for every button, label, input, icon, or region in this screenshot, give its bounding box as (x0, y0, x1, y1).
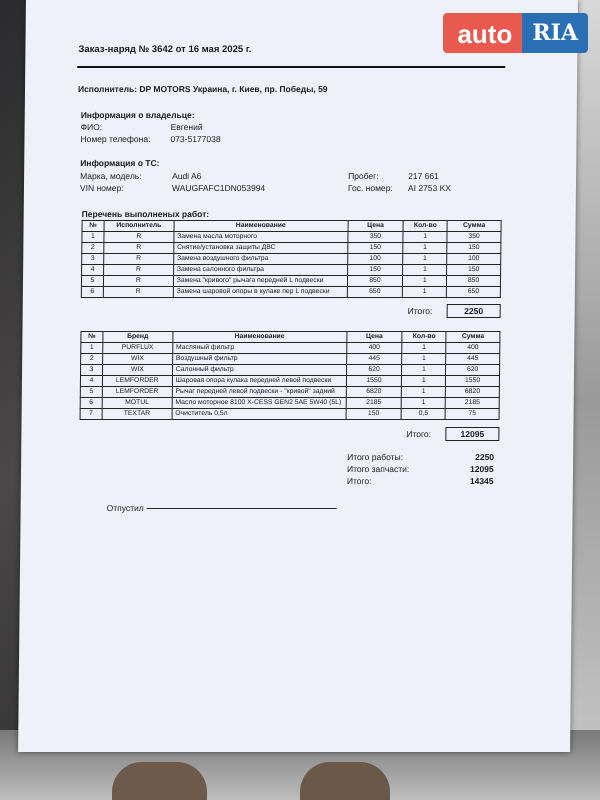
parts-cell: Шаровая опора кулака передней левой подвески (172, 376, 346, 387)
owner-name: Евгений (170, 122, 203, 132)
works-cell: Замена воздушного фильтра (173, 254, 347, 265)
table-row (80, 409, 499, 420)
table-row (81, 354, 500, 365)
vehicle-mileage-label: Пробег: (348, 171, 379, 181)
parts-cell: 75 (445, 409, 499, 420)
parts-cell: 1550 (446, 376, 500, 387)
vehicle-vin: WAUGFAFC1DN053994 (171, 183, 266, 193)
works-cell: Замена салонного фильтра (173, 265, 347, 276)
logo-auto-text: auto (443, 13, 522, 53)
parts-cell: 1 (402, 387, 446, 398)
table-row (80, 376, 499, 387)
parts-cell: 620 (346, 365, 402, 376)
parts-cell: LEMFORDER (102, 387, 172, 398)
works-cell: R (103, 276, 173, 287)
parts-cell: MOTUL (102, 398, 172, 409)
parts-cell: 1 (402, 365, 446, 376)
works-cell: R (103, 287, 173, 298)
vehicle-make: Audi A6 (172, 171, 202, 181)
works-cell: 2 (82, 243, 104, 254)
parts-cell: 4 (80, 376, 102, 387)
works-cell: 1 (82, 232, 104, 243)
works-cell: Снятие/установка защиты ДВС (174, 243, 348, 254)
contractor-line: Исполнитель: DP MOTORS Украина, г. Киев, пр. Победы, 59 (77, 84, 328, 94)
parts-cell: 5 (80, 387, 102, 398)
works-cell: R (103, 265, 173, 276)
parts-header-cell: № (81, 332, 103, 343)
works-cell: 150 (347, 265, 403, 276)
works-cell: 5 (81, 276, 103, 287)
owner-name-label: ФИО: (80, 122, 103, 132)
left-shoe (112, 762, 207, 800)
parts-header-cell: Сумма (446, 332, 500, 343)
parts-cell: TEXTAR (102, 409, 172, 420)
vehicle-plate: AI 2753 KX (407, 183, 452, 193)
works-header-cell: Кол-во (403, 221, 447, 232)
parts-cell: 150 (346, 409, 402, 420)
summary-total-label: Итого: (346, 476, 372, 486)
summary-parts: 12095 (469, 464, 494, 474)
parts-cell: 400 (446, 343, 500, 354)
parts-cell: 3 (81, 365, 103, 376)
logo-ria-word: RIA (532, 20, 578, 46)
parts-total: 12095 (445, 427, 499, 441)
summary-total: 14345 (469, 476, 494, 486)
parts-cell: 6 (80, 398, 102, 409)
works-cell: 650 (446, 287, 500, 298)
works-cell: 850 (347, 276, 403, 287)
parts-cell: 1 (402, 376, 446, 387)
parts-cell: 1 (81, 343, 103, 354)
vehicle-vin-label: VIN номер: (79, 183, 124, 193)
owner-phone: 073-5177038 (170, 134, 221, 144)
parts-header-cell: Бренд (103, 332, 173, 343)
works-cell: 150 (447, 243, 501, 254)
works-header-cell: № (82, 221, 104, 232)
summary-works-label: Итого работы: (347, 452, 404, 462)
works-header-cell: Наименование (174, 221, 348, 232)
table-row (82, 254, 501, 265)
autoria-logo (443, 13, 588, 53)
owner-phone-label: Номер телефона: (80, 134, 151, 144)
works-cell: 1 (403, 254, 447, 265)
work-order-sheet (18, 0, 578, 752)
parts-cell: Масляный фильтр (172, 343, 346, 354)
works-cell: 650 (347, 287, 403, 298)
summary-parts-label: Итого запчасти: (346, 464, 410, 474)
works-cell: 6 (81, 287, 103, 298)
table-row (82, 232, 501, 243)
works-cell: 150 (347, 243, 403, 254)
works-cell: Замена "кривого" рычага передней L подвески (173, 276, 347, 287)
parts-cell: 2185 (445, 398, 499, 409)
parts-header-cell: Кол-во (402, 332, 446, 343)
parts-cell: 1 (402, 354, 446, 365)
works-table (81, 220, 502, 298)
vehicle-mileage: 217 661 (408, 171, 439, 181)
parts-cell: 1 (402, 343, 446, 354)
parts-cell: Очиститель 0,5л (172, 409, 346, 420)
works-cell: 3 (82, 254, 104, 265)
works-cell: 350 (447, 232, 501, 243)
table-row (81, 343, 500, 354)
parts-table (80, 331, 501, 420)
parts-cell: 620 (446, 365, 500, 376)
parts-total-label: Итого: (406, 429, 432, 439)
parts-cell: 6820 (346, 387, 402, 398)
works-cell: 1 (403, 276, 447, 287)
order-title: Заказ-наряд № 3642 от 16 мая 2025 г. (78, 44, 252, 55)
works-cell: 850 (447, 276, 501, 287)
table-row (81, 365, 500, 376)
works-header-cell: Сумма (447, 221, 501, 232)
works-cell: 100 (347, 254, 403, 265)
parts-cell: 7 (80, 409, 102, 420)
parts-cell: 2185 (346, 398, 402, 409)
works-cell: 1 (403, 243, 447, 254)
parts-cell: 6820 (445, 387, 499, 398)
vehicle-plate-label: Гос. номер: (347, 183, 393, 193)
table-row (82, 243, 501, 254)
works-cell: 150 (447, 265, 501, 276)
works-cell: 350 (348, 232, 404, 243)
owner-section-title: Информация о владельце: (80, 110, 195, 120)
parts-cell: 1 (402, 398, 446, 409)
parts-cell: LEMFORDER (102, 376, 172, 387)
parts-cell: WIX (102, 365, 172, 376)
table-row (81, 276, 500, 287)
works-cell: 100 (447, 254, 501, 265)
works-cell: R (104, 232, 174, 243)
parts-cell: 1550 (346, 376, 402, 387)
table-row (82, 265, 501, 276)
signature-line (147, 508, 337, 509)
signature-label: Отпустил (106, 503, 144, 513)
logo-ria-text (522, 13, 588, 53)
works-total-label: Итого: (407, 306, 433, 316)
right-shoe (300, 762, 390, 800)
works-cell: 1 (403, 265, 447, 276)
table-row (80, 398, 499, 409)
works-total: 2250 (447, 304, 501, 318)
works-cell: Замена масла моторного (174, 232, 348, 243)
vehicle-make-label: Марка, модель: (80, 171, 142, 181)
parts-cell: PURFLUX (103, 343, 173, 354)
title-divider (77, 66, 505, 68)
works-cell: 1 (403, 287, 447, 298)
parts-cell: 400 (346, 343, 402, 354)
works-cell: 4 (82, 265, 104, 276)
works-cell: R (104, 254, 174, 265)
parts-cell: Воздушный фильтр (172, 354, 346, 365)
table-row (80, 387, 499, 398)
works-header-cell: Цена (348, 221, 404, 232)
parts-cell: 445 (346, 354, 402, 365)
parts-header-row (81, 332, 500, 343)
parts-cell: 2 (81, 354, 103, 365)
parts-cell: 445 (446, 354, 500, 365)
parts-cell: Рычаг передней левой подвески - "кривой" задний (172, 387, 346, 398)
parts-cell: Салонный фильтр (172, 365, 346, 376)
parts-cell: Масло моторное 8100 X-CESS GEN2 5AE 5W40 (5L) (172, 398, 346, 409)
works-cell: Замена шаровой опоры в кулаке пер L подвески (173, 287, 347, 298)
works-cell: R (104, 243, 174, 254)
vehicle-section-title: Информация о ТС: (80, 158, 160, 168)
works-cell: 1 (403, 232, 447, 243)
works-header-row (82, 221, 501, 232)
works-section-title: Перечень выполненых работ: (81, 209, 210, 219)
summary-works: 2250 (475, 452, 495, 462)
parts-cell: 0,5 (401, 409, 445, 420)
table-row (81, 287, 500, 298)
parts-cell: WIX (103, 354, 173, 365)
parts-header-cell: Наименование (173, 332, 347, 343)
parts-header-cell: Цена (347, 332, 403, 343)
works-header-cell: Исполнитель (104, 221, 174, 232)
